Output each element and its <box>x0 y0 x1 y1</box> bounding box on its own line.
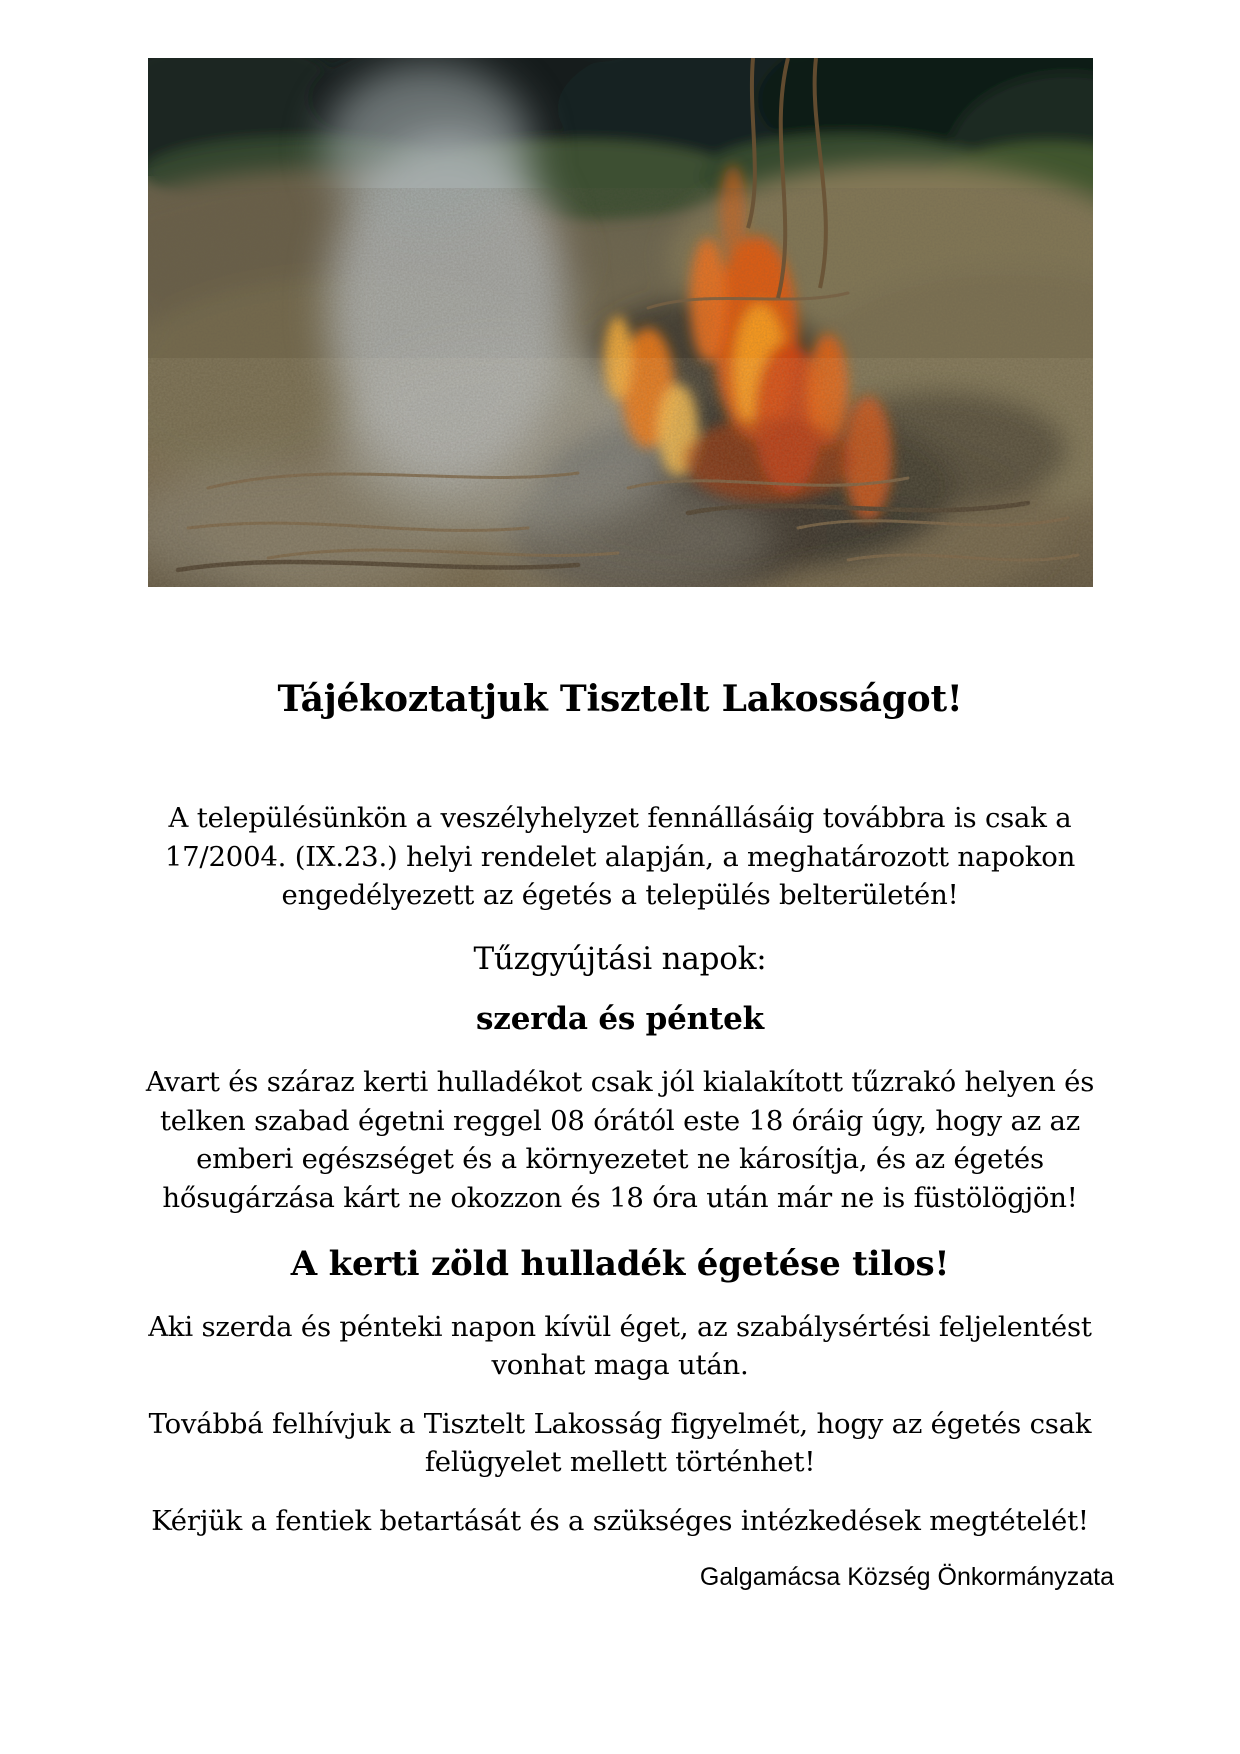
burning-branches-photo <box>148 58 1093 587</box>
notice-title: Tájékoztatjuk Tisztelt Lakosságot! <box>277 678 963 720</box>
notice-body <box>140 648 1114 1594</box>
closing-paragraph: Kérjük a fentiek betartását és a szükséges intézkedések megtételét! <box>151 1504 1089 1537</box>
burning-branches-photo-art <box>148 58 1093 587</box>
signature: Galgamácsa Község Önkormányzata <box>699 1563 1114 1592</box>
fire-days-value: szerda és péntek <box>476 1000 764 1037</box>
ground-texture-light <box>148 358 1093 587</box>
rules-paragraph: Avart és száraz kerti hulladékot csak jól kialakított tűzrakó helyen és telken szabad égetni reggel 08 órától este 18 óráig úgy, hogy az az emberi egészséget és a környezetet ne károsítja, és az égetés hősugárzása kárt ne okozzon és 18 óra után már ne is füstölögjön! <box>145 1066 1095 1214</box>
prohibition-heading: A kerti zöld hulladék égetése tilos! <box>290 1244 950 1285</box>
supervision-paragraph: Továbbá felhívjuk a Tisztelt Lakosság figyelmét, hogy az égetés csak felügyelet mellett történhet! <box>148 1407 1092 1479</box>
fire-days-label: Tűzgyújtási napok: <box>473 940 767 977</box>
penalty-paragraph: Aki szerda és pénteki napon kívül éget, az szabálysértési feljelentést vonhat maga után. <box>148 1310 1092 1382</box>
intro-paragraph: A településünkön a veszélyhelyzet fennállásáig továbbra is csak a 17/2004. (IX.23.) helyi rendelet alapján, a meghatározott napokon engedélyezett az égetés a település belterületén! <box>164 802 1076 912</box>
